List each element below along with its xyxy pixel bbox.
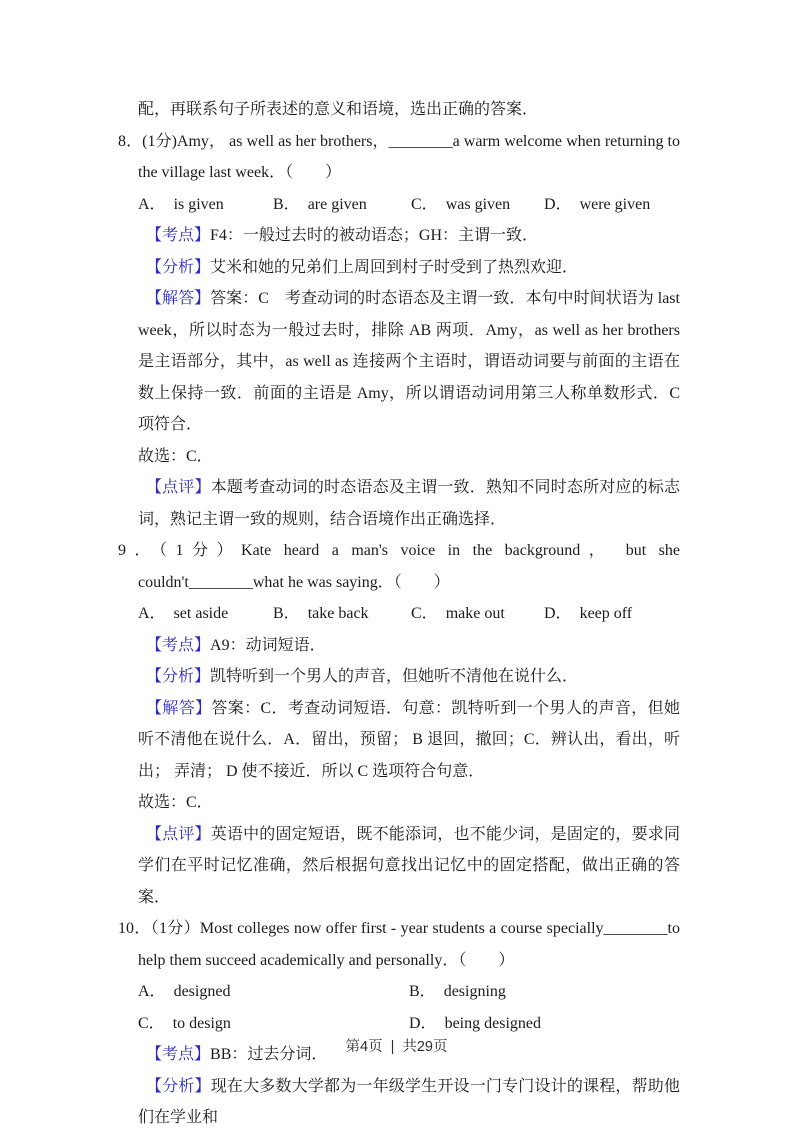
option-b-label: B． — [273, 195, 300, 213]
option-a-label: A． — [138, 195, 166, 213]
section-text: BB：过去分词． — [210, 1046, 328, 1063]
section-fenxi — [118, 252, 680, 284]
section-text: 英语中的固定短语，既不能添词，也不能少词，是固定的，要求同学们在平时记忆准确，然后根据句意找出记忆中的固定搭配，做出正确的答案． — [138, 825, 680, 906]
section-text: A9：动词短语． — [210, 636, 326, 654]
question-number: 8． — [118, 132, 143, 150]
options-row — [138, 189, 680, 221]
section-label-fenxi: 【分析】 — [146, 258, 211, 276]
question-block-8 — [118, 126, 680, 536]
option-c — [411, 189, 544, 221]
option-d-label: D． — [544, 605, 572, 622]
section-text: F4：一般过去时的被动语态；GH：主谓一致． — [210, 227, 539, 244]
option-c — [138, 1008, 409, 1040]
section-dianping — [118, 472, 680, 535]
section-label-dianping: 【点评】 — [146, 825, 211, 843]
page-total: 共29页 — [402, 1039, 448, 1055]
option-c-label: C． — [411, 195, 438, 213]
question-number: 9． — [118, 542, 160, 559]
option-a — [138, 976, 409, 1008]
option-d — [544, 189, 650, 221]
options-row-1 — [138, 976, 680, 1008]
option-b-text: take back — [307, 605, 369, 622]
question-block-9 — [118, 535, 680, 913]
option-b-text: designing — [443, 983, 506, 1000]
question-block-10 — [118, 913, 680, 1134]
section-text: 凯特听到一个男人的声音，但她听不清他在说什么． — [210, 668, 579, 685]
option-b — [409, 976, 506, 1008]
option-a-text: set aside — [173, 605, 229, 622]
option-c-label: C． — [138, 1014, 165, 1032]
option-a — [138, 598, 273, 630]
option-d-label: D． — [409, 1014, 437, 1032]
intro-continuation-line: 配，再联系句子所表述的意义和语境，选出正确的答案． — [138, 101, 539, 118]
section-jieda — [118, 283, 680, 441]
section-label-kaodian: 【考点】 — [146, 227, 211, 244]
page-separator: | — [390, 1039, 395, 1055]
option-c-text: to design — [172, 1014, 231, 1032]
option-c-text: was given — [445, 195, 511, 213]
question-text: (1分)Amy， as well as her brothers，________a warm welcome when returning to the village last week．（ ） — [138, 132, 680, 181]
page-footer — [0, 1036, 793, 1058]
section-text: 答案：C．考查动词短语．句意：凯特听到一个男人的声音，但她听不清他在说什么．A．留出，预留； B 退回，撤回；C．辨认出，看出，听出； 弄清； D 使不接近．所以 C 选项符合句意． — [138, 699, 680, 780]
option-d — [409, 1008, 541, 1040]
section-text: 答案：C 考查动词的时态语态及主谓一致．本句中时间状语为 last week，所以时态为一般过去时，排除 AB 两项．Amy，as well as her brothers 是主语部分，其中，as well as 连接两个主语时，谓语动词要与前面的主语在数上保持一致．前面的主语是 Amy，所以谓语动词用第三人称单数形式．C 项符合． — [138, 290, 680, 433]
option-a-text: designed — [173, 983, 231, 1000]
question-stem — [118, 535, 680, 598]
option-d-text: being designed — [444, 1014, 541, 1032]
section-label-fenxi: 【分析】 — [146, 668, 211, 685]
option-d-text: were given — [579, 195, 651, 213]
option-c — [411, 598, 544, 630]
question-stem — [118, 913, 680, 976]
section-jieda — [118, 693, 680, 788]
option-a-label: A． — [138, 605, 166, 622]
section-kaodian — [118, 220, 680, 252]
option-b — [273, 598, 411, 630]
section-text: 现在大多数大学都为一年级学生开设一门专门设计的课程，帮助他们在学业和 — [138, 1077, 680, 1126]
question-text: （1分）Most colleges now offer first - year students a course specially________to help them succeed academically and personally．（ ） — [138, 920, 680, 969]
option-b-label: B． — [273, 605, 300, 622]
section-label-kaodian: 【考点】 — [146, 1046, 211, 1063]
option-a-text: is given — [173, 195, 224, 213]
option-c-text: make out — [445, 605, 505, 622]
answer-conclusion: 故选：C． — [138, 447, 213, 465]
question-stem — [118, 126, 680, 189]
option-d-text: keep off — [579, 605, 633, 622]
section-label-dianping: 【点评】 — [146, 479, 211, 496]
section-label-fenxi: 【分析】 — [146, 1077, 211, 1095]
question-number: 10． — [118, 920, 151, 937]
document-content — [118, 94, 680, 1134]
section-fenxi — [118, 661, 680, 693]
option-b — [273, 189, 411, 221]
section-label-jieda: 【解答】 — [146, 699, 212, 717]
section-text: 艾米和她的兄弟们上周回到村子时受到了热烈欢迎． — [210, 258, 579, 276]
option-b-label: B． — [409, 983, 436, 1000]
question-text: （1分）Kate heard a man's voice in the background， but she couldn't________what he was saying．（ ） — [138, 542, 680, 591]
section-label-kaodian: 【考点】 — [146, 636, 211, 654]
options-row-2 — [138, 1008, 680, 1040]
page-number: 第4页 — [345, 1039, 383, 1055]
section-fenxi — [118, 1071, 680, 1134]
option-d-label: D． — [544, 195, 572, 213]
section-text: 本题考查动词的时态语态及主谓一致．熟知不同时态所对应的标志词，熟记主谓一致的规则，结合语境作出正确选择． — [138, 479, 680, 528]
option-a — [138, 189, 273, 221]
section-dianping — [118, 819, 680, 914]
options-row — [138, 598, 680, 630]
option-c-label: C． — [411, 605, 438, 622]
option-d — [544, 598, 632, 630]
option-b-text: are given — [307, 195, 367, 213]
section-label-jieda: 【解答】 — [146, 290, 211, 307]
option-a-label: A． — [138, 983, 166, 1000]
section-kaodian — [118, 630, 680, 662]
answer-conclusion: 故选：C． — [138, 794, 213, 811]
